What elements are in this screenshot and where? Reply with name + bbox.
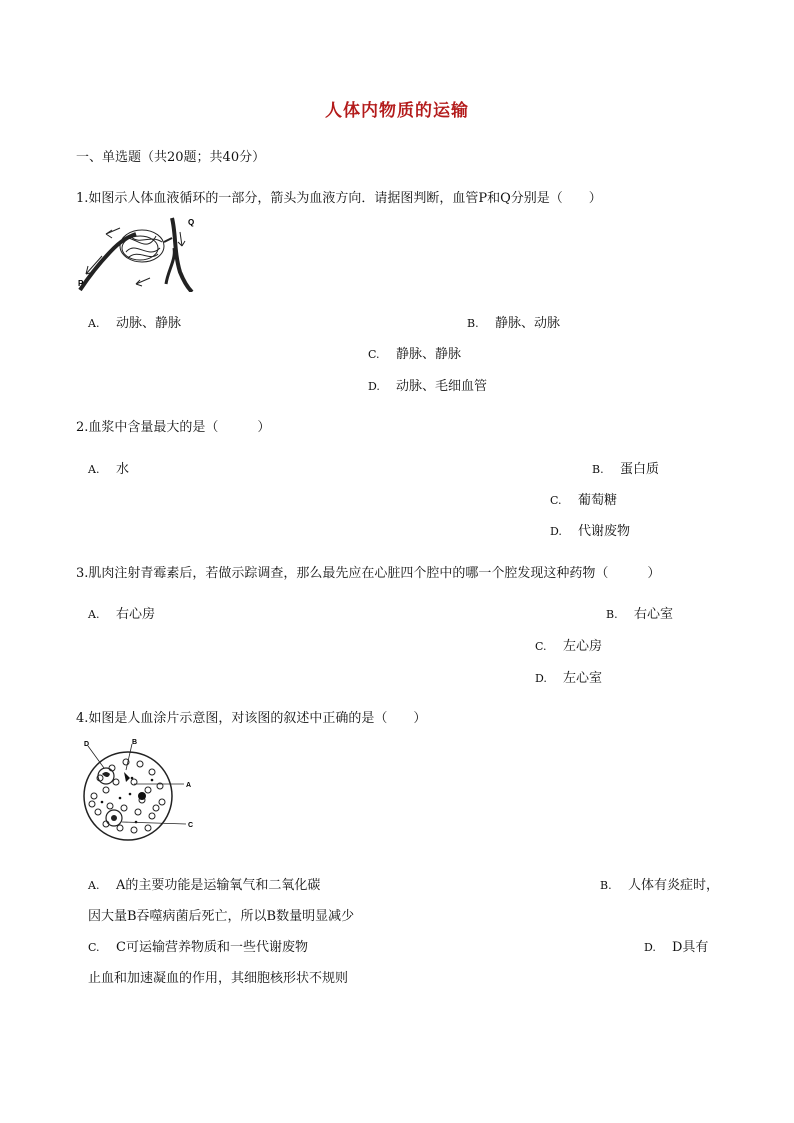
- option-letter: B.: [600, 879, 612, 892]
- page-title: 人体内物质的运输: [325, 101, 469, 121]
- figure-label-p: P: [78, 279, 84, 288]
- q4-option-b[interactable]: [600, 874, 719, 893]
- q1-option-b[interactable]: [467, 312, 560, 331]
- option-text: 代谢废物: [578, 524, 631, 539]
- q4-option-a[interactable]: [88, 874, 320, 893]
- option-letter: C.: [550, 494, 562, 507]
- option-letter: B.: [606, 608, 618, 621]
- section-heading: 一、单选题（共20题；共40分）: [76, 150, 266, 165]
- q3-option-d[interactable]: [535, 667, 602, 686]
- q4-option-b-continuation: 因大量B吞噬病菌后死亡，所以B数量明显减少: [88, 909, 355, 924]
- question-4-stem: 4.如图是人血涂片示意图，对该图的叙述中正确的是（ ）: [76, 711, 427, 726]
- q3-option-a[interactable]: [88, 603, 155, 622]
- option-letter: A.: [88, 608, 100, 621]
- blood-smear-figure: [76, 738, 206, 842]
- blood-vessel-figure: [76, 212, 206, 292]
- option-text: 葡萄糖: [578, 493, 618, 508]
- option-letter: D.: [535, 672, 547, 685]
- option-letter: C.: [88, 941, 100, 954]
- option-text: 左心房: [563, 639, 603, 654]
- figure-label-a: A: [186, 782, 192, 789]
- q2-option-d[interactable]: [550, 520, 630, 539]
- option-text: C可运输营养物质和一些代谢废物: [116, 940, 308, 955]
- option-letter: D.: [368, 380, 380, 393]
- option-text: 蛋白质: [620, 462, 660, 477]
- figure-label-d: D: [84, 741, 90, 748]
- q2-option-c[interactable]: [550, 489, 617, 508]
- option-letter: A.: [88, 463, 100, 476]
- option-text: 右心房: [116, 607, 156, 622]
- question-3-stem: 3.肌肉注射青霉素后，若做示踪调查，那么最先应在心脏四个腔中的哪一个腔发现这种药物（ ）: [76, 566, 661, 581]
- question-2-stem: 2.血浆中含量最大的是（ ）: [76, 420, 271, 435]
- q4-option-d[interactable]: [644, 936, 708, 955]
- option-text: A的主要功能是运输氧气和二氧化碳: [116, 878, 321, 893]
- option-text: 水: [116, 462, 130, 477]
- option-text: 左心室: [563, 671, 603, 686]
- q3-option-b[interactable]: [606, 603, 673, 622]
- figure-label-b: B: [132, 739, 138, 746]
- option-text: 静脉、静脉: [396, 347, 462, 362]
- figure-label-q: Q: [188, 218, 195, 227]
- q1-option-a[interactable]: [88, 312, 181, 331]
- q2-option-b[interactable]: [592, 458, 659, 477]
- option-letter: A.: [88, 317, 100, 330]
- q3-option-c[interactable]: [535, 635, 602, 654]
- option-text: 动脉、静脉: [116, 316, 182, 331]
- q4-option-d-continuation: 止血和加速凝血的作用，其细胞核形状不规则: [88, 971, 349, 986]
- option-letter: C.: [535, 640, 547, 653]
- option-text: 人体有炎症时，: [628, 878, 720, 893]
- q2-option-a[interactable]: [88, 458, 129, 477]
- q1-option-d[interactable]: [368, 375, 487, 394]
- option-letter: B.: [592, 463, 604, 476]
- figure-label-c: C: [188, 822, 194, 829]
- option-text: 静脉、动脉: [495, 316, 561, 331]
- option-text: 动脉、毛细血管: [396, 379, 488, 394]
- question-1-stem: 1.如图示人体血液循环的一部分，箭头为血液方向．请据图判断，血管P和Q分别是（ ）: [76, 191, 602, 206]
- option-letter: B.: [467, 317, 479, 330]
- option-letter: A.: [88, 879, 100, 892]
- option-letter: C.: [368, 348, 380, 361]
- option-letter: D.: [550, 525, 562, 538]
- q1-option-c[interactable]: [368, 343, 461, 362]
- q4-option-c[interactable]: [88, 936, 308, 955]
- option-text: D具有: [672, 940, 709, 955]
- option-letter: D.: [644, 941, 656, 954]
- option-text: 右心室: [634, 607, 674, 622]
